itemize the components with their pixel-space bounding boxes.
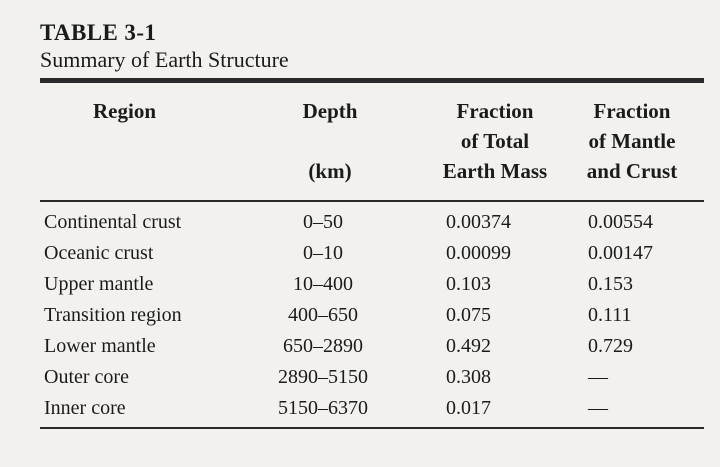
cell-depth: 5150–6370 xyxy=(278,397,368,419)
header-mantle-line2: of Mantle xyxy=(588,129,676,153)
header-mass-line3: Earth Mass xyxy=(442,159,548,183)
cell-region: Lower mantle xyxy=(44,335,156,357)
header-mass-line2: of Total xyxy=(460,129,530,153)
cell-mass: 0.308 xyxy=(446,366,491,388)
cell-region: Continental crust xyxy=(44,211,182,233)
cell-mass: 0.103 xyxy=(446,273,491,295)
cell-mantle: — xyxy=(588,366,608,388)
cell-depth: 400–650 xyxy=(288,304,358,326)
table-caption: Summary of Earth Structure xyxy=(40,47,289,72)
cell-mass: 0.017 xyxy=(446,397,491,419)
cell-depth: 0–50 xyxy=(303,211,343,233)
cell-mantle: — xyxy=(588,397,608,419)
cell-region: Inner core xyxy=(44,397,126,419)
cell-mass: 0.075 xyxy=(446,304,491,326)
header-depth-line1: Depth xyxy=(302,99,358,123)
header-mantle-line1: Fraction xyxy=(593,99,671,123)
cell-mantle: 0.111 xyxy=(588,304,632,326)
header-region: Region xyxy=(93,99,156,123)
header-rule xyxy=(40,200,704,202)
cell-region: Oceanic crust xyxy=(44,242,154,264)
cell-mass: 0.00099 xyxy=(446,242,511,264)
cell-depth: 2890–5150 xyxy=(278,366,368,388)
cell-mass: 0.492 xyxy=(446,335,491,357)
cell-region: Transition region xyxy=(44,304,182,326)
cell-depth: 650–2890 xyxy=(283,335,363,357)
cell-mass: 0.00374 xyxy=(446,211,511,233)
cell-mantle: 0.729 xyxy=(588,335,633,357)
cell-mantle: 0.153 xyxy=(588,273,633,295)
cell-region: Outer core xyxy=(44,366,129,388)
header-mantle-line3: and Crust xyxy=(586,159,678,183)
bottom-rule xyxy=(40,427,704,429)
table-label: TABLE 3-1 xyxy=(40,20,157,45)
cell-depth: 0–10 xyxy=(303,242,343,264)
cell-mantle: 0.00554 xyxy=(588,211,653,233)
cell-mantle: 0.00147 xyxy=(588,242,653,264)
cell-region: Upper mantle xyxy=(44,273,154,295)
header-depth-unit: (km) xyxy=(308,159,352,183)
header-mass-line1: Fraction xyxy=(456,99,534,123)
cell-depth: 10–400 xyxy=(293,273,353,295)
top-rule xyxy=(40,78,704,83)
